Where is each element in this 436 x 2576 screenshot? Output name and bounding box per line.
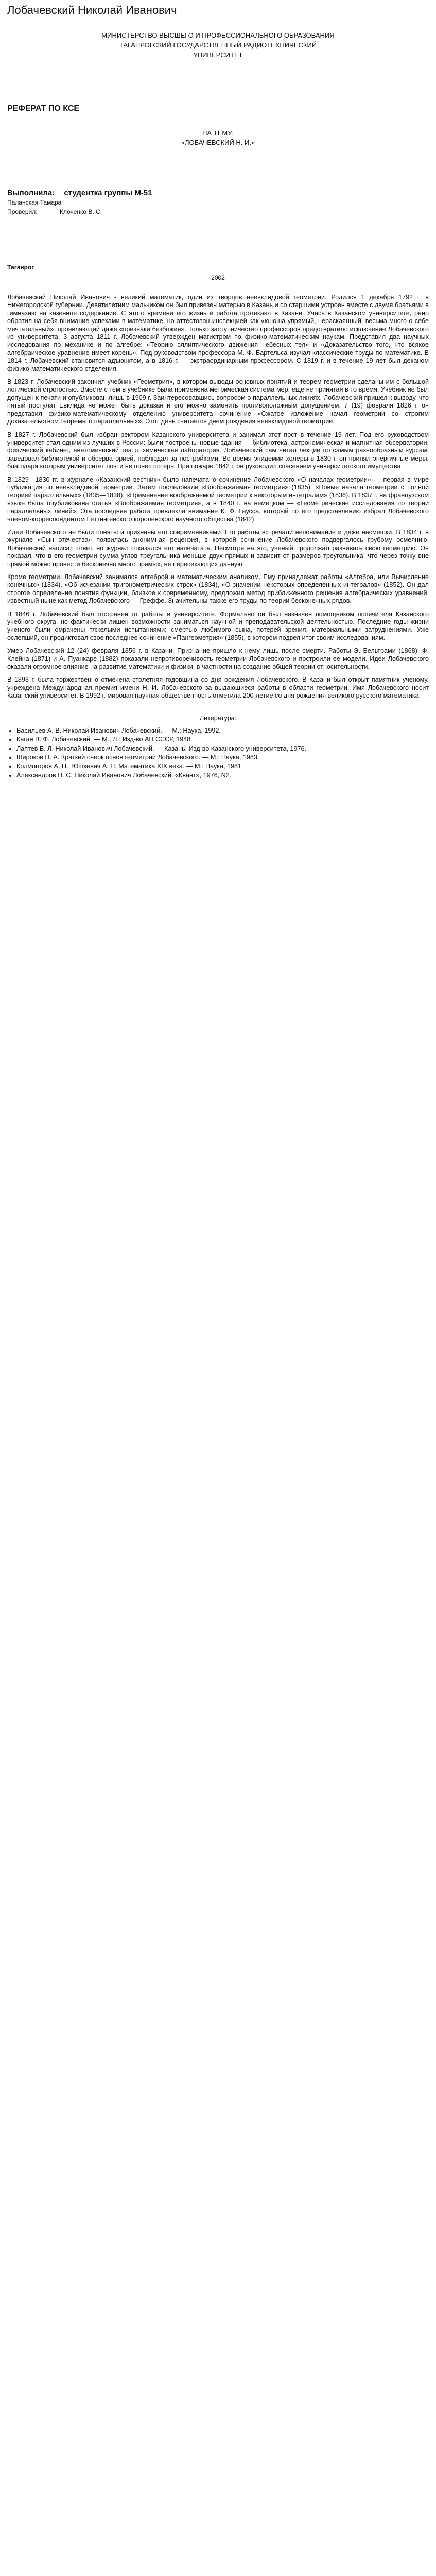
body-text bbox=[7, 294, 429, 700]
paragraph: В 1829—1830 гг. в журнале «Казанский вестник» было напечатано сочинение Лобачевского «О началах геометрии» — первая в мире публикация по неевклидовой геометрии. Затем последовали «Воображаемая геометрия» (1835), «Новые начала геометрии с полной теорией параллельных» (1835—1838), «Применение воображаемой геометрии к некоторым интегралам» (1836). В 1837 г. на французском языке была опубликована статья «Воображаемая геометрия», а в 1840 г. на немецком — «Геометрические исследования по теории параллельных линий». Эта последняя работа привлекла внимание К. Ф. Гаусса, который по его представлению избрал Лобачевского членом-корреспондентом Гёттингенского королевского научного общества (1842). bbox=[7, 476, 429, 523]
paragraph: Умер Лобачевский 12 (24) февраля 1856 г. в Казани. Признание пришло к нему лишь после смерти. Работы Э. Бельтрами (1868), Ф. Клейна (1871) и А. Пуанкаре (1882) показали непротиворечивость геометрии Лобачевского и построили ее модели. Идеи Лобачевского оказали огромное влияние на развитие математики и физики, в частности на создание общей теории относительности. bbox=[7, 647, 429, 671]
performed-line bbox=[7, 189, 429, 198]
paragraph: Лобачевский Николай Иванович - великий математик, один из творцов неевклидовой геометрии. Родился 1 декабря 1792 г. в Нижегородской губернии. Девятилетним мальчиком он был привезен матерью в Казань и со старшими устроен вместе с двумя братьями в гимназию на казенное содержание. С этого времени его жизнь и работа протекают в Казани. Учась в Казанском университете, рано обратил на себя внимание успехами в математике, но аттестован инспекцией как «юноша упрямый, нераскаянный, весьма много о себе мечтательный», проявляющий даже «признаки безбожия». Только заступничество профессоров предотвратило исключение Лобачевского из университета. 3 августа 1811 г. Лобачевский утвержден магистром по физико-математическим наукам. Представил два научных исследования по механике и по алгебре: «Теорию эллиптического движения небесных тел» и «Доказательство того, что всякое алгебраическое уравнение имеет корень». Под руководством профессора М. Ф. Бартельса изучал классические труды по математике. В 1814 г. Лобачевский становится адъюнктом, а в 1816 г. — экстраординарным профессором. С 1819 г. и в течение 19 лет был деканом физико-математического отделения. bbox=[7, 294, 429, 372]
literature-list bbox=[7, 727, 429, 779]
report-title: РЕФЕРАТ ПО КСЕ bbox=[7, 104, 80, 113]
ministry-header bbox=[48, 30, 388, 60]
topic-text: «ЛОБАЧЕВСКИЙ Н. И.» bbox=[181, 139, 255, 146]
checked-line bbox=[7, 207, 429, 216]
year: 2002 bbox=[211, 274, 225, 281]
paragraph: Идеи Лобачевского не были поняты и признаны его современниками. Его работы встречали непонимание и даже насмешки. В 1834 г. в журнале «Сын отечества» появилась анонимная рецензия, в которой сочинение Лобачевского подвергалось грубому осмеянию. Лобачевский написал ответ, но журнал отказался его напечатать. Несмотря на это, ученый продолжал развивать свою геометрию. Он показал, что в его геометрии сумма углов треугольника меньше двух прямых и зависит от размеров треугольника, что через точку вне прямой можно провести бесконечно много прямых, не пересекающих данную. bbox=[7, 528, 429, 568]
performed-label: Выполнила: bbox=[7, 189, 55, 197]
list-item: • Лаптев Б. Л. Николай Иванович Лобачевский. — Казань: Изд-во Казанского университета, 1976. bbox=[16, 745, 429, 753]
list-item: • Александров П. С. Николай Иванович Лобачевский. «Квант», 1976, N2. bbox=[16, 772, 429, 779]
spacer bbox=[7, 216, 429, 263]
literature-title: Литература: bbox=[199, 714, 237, 722]
checker-name: Клоченко В. С. bbox=[59, 208, 102, 215]
list-item: • Широков П. А. Краткий очерк основ геометрии Лобачевского. — М.: Наука, 1983. bbox=[16, 754, 429, 761]
list-item: • Васильев А. В. Николай Иванович Лобачевский. — М.: Наука, 1992. bbox=[16, 727, 429, 735]
paragraph: Кроме геометрии, Лобачевский занимался алгеброй и математическим анализом. Ему принадлежат работы «Алгебра, или Вычисление конечных» (1834), «Об исчезании тригонометрических строк» (1834), «О значении некоторых определенных интегралов» (1852). Он дал строгое определение понятия функции, близкое к современному, предложил метод приближенного решения алгебраических уравнений, известный ныне как метод Лобачевского — Греффе. Значительны также его труды по теории бесконечных рядов. bbox=[7, 573, 429, 605]
list-item: • Каган В. Ф. Лобачевский. — М.; Л.: Изд-во АН СССР, 1948. bbox=[16, 736, 429, 743]
paragraph: В 1846 г. Лобачевский был отстранен от работы в университете. Формально он был назначен помощником попечителя Казанского учебного округа, но фактически лишен возможности заниматься научной и преподавательской деятельностью. Последние годы жизни ученого были омрачены тяжелыми испытаниями: смертью любимого сына, потерей зрения, материальными затруднениями. Уже ослепший, он продиктовал свое последнее сочинение «Пангеометрия» (1855), в котором подвел итог своим исследованиям. bbox=[7, 610, 429, 641]
student-name: Паланская Тамара bbox=[7, 199, 62, 206]
topic-label: НА ТЕМУ: bbox=[202, 129, 234, 137]
paragraph: В 1823 г. Лобачевский закончил учебник «Геометрия», в котором выводы основных понятий и теорем геометрии сделаны им с большой логической строгостью. Вместе с тем в учебнике была применена метрическая система мер, еще не принятая в то время. Учебник не был допущен к печати и опубликован лишь в 1909 г. Заинтересовавшись вопросом о параллельных линиях, Лобачевский пришел к выводу, что пятый постулат Евклида не может быть доказан и его можно заменить противоположным допущением. 7 (19) февраля 1826 г. он представил физико-математическому отделению университета сочинение «Сжатое изложение начал геометрии со строгим доказательством теоремы о параллельных». Этот день считается днем рождения неевклидовой геометрии. bbox=[7, 378, 429, 426]
student-group: студентка группы М-51 bbox=[64, 189, 152, 197]
ministry-line-1: МИНИСТЕРСТВО ВЫСШЕГО И ПРОФЕССИОНАЛЬНОГО ОБРАЗОВАНИЯ bbox=[101, 31, 335, 39]
page-title: Лобачевский Николай Иванович bbox=[7, 4, 177, 16]
checked-label: Проверил: bbox=[7, 208, 38, 215]
list-item: • Колмогоров А. Н., Юшкевич А. П. Математика XIX века. — М.: Наука, 1981. bbox=[16, 762, 429, 770]
document-page bbox=[0, 3, 436, 801]
spacer bbox=[7, 60, 429, 104]
ministry-line-2: ТАГАНРОГСКИЙ ГОСУДАРСТВЕННЫЙ РАДИОТЕХНИЧЕСКИЙ bbox=[119, 41, 317, 49]
paragraph: В 1893 г. была торжественно отмечена столетняя годовщина со дня рождения Лобачевского. В Казани был открыт памятник ученому, учреждена Международная премия имени Н. И. Лобачевского за выдающиеся работы в области геометрии. Имя Лобачевского носит Казанский университет. В 1992 г. мировая научная общественность отметила 200-летие со дня рождения великого русского математика. bbox=[7, 676, 429, 700]
paragraph: В 1827 г. Лобачевский был избран ректором Казанского университета и занимал этот пост в течение 19 лет. Под его руководством университет стал одним из лучших в России: были построены новые здания — библиотека, астрономическая и магнитная обсерватории, физический кабинет, анатомический театр, химическая лаборатория. Лобачевский сам читал лекции по самым разнообразным курсам, заведовал библиотекой и обсерваторией, наблюдал за постройками. Во время эпидемии холеры в 1830 г. он принял энергичные меры, благодаря которым университет почти не понес потерь. При пожаре 1842 г. он руководил спасением университетского имущества. bbox=[7, 431, 429, 470]
city: Таганрог bbox=[7, 264, 34, 271]
ministry-line-3: УНИВЕРСИТЕТ bbox=[193, 51, 243, 59]
spacer bbox=[7, 147, 429, 189]
